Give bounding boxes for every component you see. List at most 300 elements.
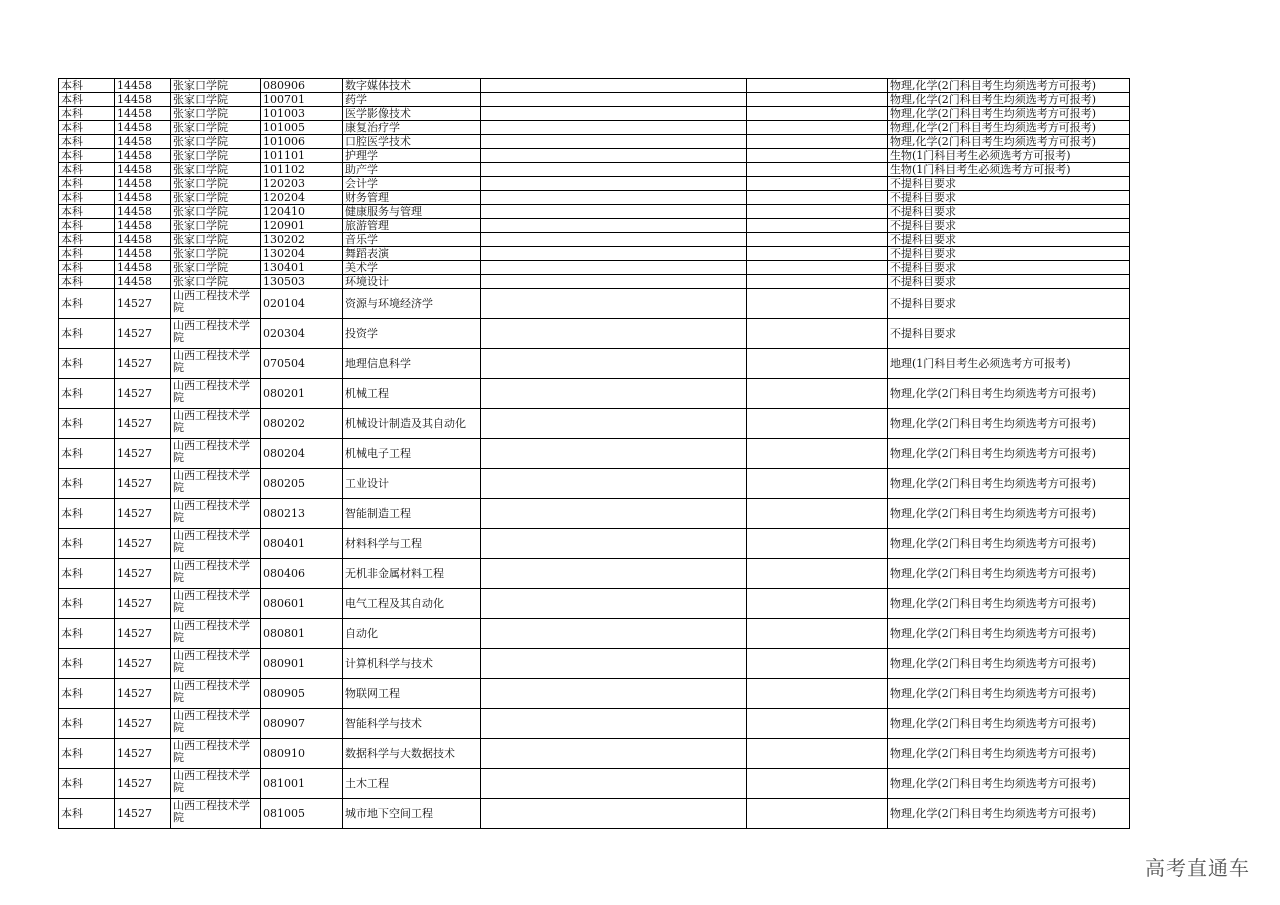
university-name-cell: 张家口学院 xyxy=(171,177,261,191)
level-cell: 本科 xyxy=(59,247,115,261)
major-name-cell: 康复治疗学 xyxy=(343,121,481,135)
table-row xyxy=(59,649,1130,679)
university-name-cell: 山西工程技术学院 xyxy=(171,589,261,619)
blank-cell xyxy=(747,769,888,799)
university-code-cell: 14527 xyxy=(115,589,171,619)
subject-requirement-cell: 不提科目要求 xyxy=(888,177,1130,191)
level-cell: 本科 xyxy=(59,191,115,205)
major-code-cell: 070504 xyxy=(261,349,343,379)
blank-cell xyxy=(747,589,888,619)
major-name-cell: 医学影像技术 xyxy=(343,107,481,121)
blank-cell xyxy=(747,499,888,529)
major-code-cell: 080204 xyxy=(261,439,343,469)
subject-requirement-cell: 物理,化学(2门科目考生均须选考方可报考) xyxy=(888,93,1130,107)
university-name-cell: 张家口学院 xyxy=(171,261,261,275)
subject-requirement-cell: 物理,化学(2门科目考生均须选考方可报考) xyxy=(888,649,1130,679)
major-code-cell: 101101 xyxy=(261,149,343,163)
table-row xyxy=(59,379,1130,409)
table-row xyxy=(59,121,1130,135)
major-code-cell: 101006 xyxy=(261,135,343,149)
subject-requirement-cell: 物理,化学(2门科目考生均须选考方可报考) xyxy=(888,409,1130,439)
university-code-cell: 14527 xyxy=(115,679,171,709)
table-row xyxy=(59,439,1130,469)
major-name-cell: 城市地下空间工程 xyxy=(343,799,481,829)
subject-requirement-cell: 物理,化学(2门科目考生均须选考方可报考) xyxy=(888,379,1130,409)
level-cell: 本科 xyxy=(59,107,115,121)
blank-cell xyxy=(747,107,888,121)
blank-cell xyxy=(481,261,747,275)
table-row xyxy=(59,177,1130,191)
major-name-cell: 工业设计 xyxy=(343,469,481,499)
major-code-cell: 080906 xyxy=(261,79,343,93)
university-code-cell: 14458 xyxy=(115,219,171,233)
major-code-cell: 130401 xyxy=(261,261,343,275)
table-row xyxy=(59,219,1130,233)
blank-cell xyxy=(481,439,747,469)
blank-cell xyxy=(481,107,747,121)
university-name-cell: 山西工程技术学院 xyxy=(171,739,261,769)
level-cell: 本科 xyxy=(59,261,115,275)
level-cell: 本科 xyxy=(59,529,115,559)
university-name-cell: 山西工程技术学院 xyxy=(171,799,261,829)
major-name-cell: 舞蹈表演 xyxy=(343,247,481,261)
subject-requirement-cell: 地理(1门科目考生必须选考方可报考) xyxy=(888,349,1130,379)
major-name-cell: 旅游管理 xyxy=(343,219,481,233)
major-code-cell: 080201 xyxy=(261,379,343,409)
level-cell: 本科 xyxy=(59,799,115,829)
subject-requirement-cell: 物理,化学(2门科目考生均须选考方可报考) xyxy=(888,769,1130,799)
university-code-cell: 14527 xyxy=(115,439,171,469)
blank-cell xyxy=(747,559,888,589)
major-name-cell: 智能制造工程 xyxy=(343,499,481,529)
university-code-cell: 14458 xyxy=(115,261,171,275)
subject-requirement-cell: 物理,化学(2门科目考生均须选考方可报考) xyxy=(888,121,1130,135)
level-cell: 本科 xyxy=(59,319,115,349)
major-code-cell: 101102 xyxy=(261,163,343,177)
table-row xyxy=(59,769,1130,799)
major-name-cell: 助产学 xyxy=(343,163,481,177)
university-name-cell: 张家口学院 xyxy=(171,247,261,261)
blank-cell xyxy=(481,649,747,679)
table-row xyxy=(59,589,1130,619)
subject-requirement-cell: 不提科目要求 xyxy=(888,247,1130,261)
blank-cell xyxy=(747,379,888,409)
major-name-cell: 环境设计 xyxy=(343,275,481,289)
level-cell: 本科 xyxy=(59,499,115,529)
university-code-cell: 14458 xyxy=(115,135,171,149)
major-code-cell: 080907 xyxy=(261,709,343,739)
table-row xyxy=(59,261,1130,275)
table-row xyxy=(59,191,1130,205)
university-name-cell: 张家口学院 xyxy=(171,163,261,177)
table-row xyxy=(59,163,1130,177)
major-code-cell: 101005 xyxy=(261,121,343,135)
university-name-cell: 张家口学院 xyxy=(171,219,261,233)
watermark-text: 高考直通车 xyxy=(1145,856,1250,880)
blank-cell xyxy=(481,739,747,769)
subject-requirement-cell: 物理,化学(2门科目考生均须选考方可报考) xyxy=(888,135,1130,149)
blank-cell xyxy=(747,619,888,649)
subject-requirement-cell: 物理,化学(2门科目考生均须选考方可报考) xyxy=(888,559,1130,589)
blank-cell xyxy=(481,769,747,799)
subject-requirement-cell: 物理,化学(2门科目考生均须选考方可报考) xyxy=(888,619,1130,649)
blank-cell xyxy=(481,219,747,233)
blank-cell xyxy=(747,529,888,559)
subject-requirement-cell: 物理,化学(2门科目考生均须选考方可报考) xyxy=(888,499,1130,529)
major-name-cell: 机械工程 xyxy=(343,379,481,409)
university-name-cell: 山西工程技术学院 xyxy=(171,679,261,709)
blank-cell xyxy=(481,135,747,149)
university-code-cell: 14458 xyxy=(115,163,171,177)
subject-requirement-cell: 不提科目要求 xyxy=(888,233,1130,247)
blank-cell xyxy=(481,121,747,135)
table-row xyxy=(59,529,1130,559)
university-code-cell: 14527 xyxy=(115,469,171,499)
university-code-cell: 14458 xyxy=(115,93,171,107)
subject-requirement-cell: 物理,化学(2门科目考生均须选考方可报考) xyxy=(888,589,1130,619)
university-code-cell: 14458 xyxy=(115,121,171,135)
university-code-cell: 14527 xyxy=(115,529,171,559)
university-code-cell: 14458 xyxy=(115,191,171,205)
level-cell: 本科 xyxy=(59,121,115,135)
major-code-cell: 120204 xyxy=(261,191,343,205)
blank-cell xyxy=(747,799,888,829)
blank-cell xyxy=(481,149,747,163)
table-row xyxy=(59,79,1130,93)
university-name-cell: 张家口学院 xyxy=(171,205,261,219)
table-row xyxy=(59,619,1130,649)
level-cell: 本科 xyxy=(59,379,115,409)
blank-cell xyxy=(747,409,888,439)
major-name-cell: 智能科学与技术 xyxy=(343,709,481,739)
subject-requirement-cell: 生物(1门科目考生必须选考方可报考) xyxy=(888,163,1130,177)
major-name-cell: 口腔医学技术 xyxy=(343,135,481,149)
major-code-cell: 081001 xyxy=(261,769,343,799)
blank-cell xyxy=(747,319,888,349)
university-name-cell: 张家口学院 xyxy=(171,79,261,93)
university-code-cell: 14527 xyxy=(115,739,171,769)
blank-cell xyxy=(747,247,888,261)
subject-requirement-cell: 不提科目要求 xyxy=(888,191,1130,205)
university-code-cell: 14527 xyxy=(115,619,171,649)
table-row xyxy=(59,679,1130,709)
university-code-cell: 14527 xyxy=(115,349,171,379)
blank-cell xyxy=(481,619,747,649)
table-row xyxy=(59,275,1130,289)
blank-cell xyxy=(481,529,747,559)
blank-cell xyxy=(747,163,888,177)
university-code-cell: 14458 xyxy=(115,107,171,121)
level-cell: 本科 xyxy=(59,439,115,469)
university-code-cell: 14458 xyxy=(115,149,171,163)
university-code-cell: 14458 xyxy=(115,275,171,289)
subject-requirement-cell: 不提科目要求 xyxy=(888,261,1130,275)
table-row xyxy=(59,469,1130,499)
university-name-cell: 山西工程技术学院 xyxy=(171,349,261,379)
blank-cell xyxy=(747,121,888,135)
major-name-cell: 资源与环境经济学 xyxy=(343,289,481,319)
university-code-cell: 14458 xyxy=(115,247,171,261)
table-row xyxy=(59,319,1130,349)
table-row xyxy=(59,289,1130,319)
level-cell: 本科 xyxy=(59,679,115,709)
major-code-cell: 020304 xyxy=(261,319,343,349)
blank-cell xyxy=(481,349,747,379)
major-code-cell: 080601 xyxy=(261,589,343,619)
blank-cell xyxy=(747,149,888,163)
blank-cell xyxy=(481,319,747,349)
major-code-cell: 080202 xyxy=(261,409,343,439)
blank-cell xyxy=(481,247,747,261)
level-cell: 本科 xyxy=(59,177,115,191)
university-name-cell: 山西工程技术学院 xyxy=(171,379,261,409)
university-name-cell: 张家口学院 xyxy=(171,135,261,149)
major-name-cell: 电气工程及其自动化 xyxy=(343,589,481,619)
subject-requirement-cell: 物理,化学(2门科目考生均须选考方可报考) xyxy=(888,107,1130,121)
table-row xyxy=(59,107,1130,121)
level-cell: 本科 xyxy=(59,709,115,739)
subject-requirement-cell: 物理,化学(2门科目考生均须选考方可报考) xyxy=(888,439,1130,469)
blank-cell xyxy=(747,275,888,289)
major-name-cell: 药学 xyxy=(343,93,481,107)
subject-requirement-cell: 生物(1门科目考生必须选考方可报考) xyxy=(888,149,1130,163)
major-code-cell: 080910 xyxy=(261,739,343,769)
table-row xyxy=(59,149,1130,163)
university-code-cell: 14527 xyxy=(115,769,171,799)
blank-cell xyxy=(481,589,747,619)
level-cell: 本科 xyxy=(59,769,115,799)
blank-cell xyxy=(747,469,888,499)
major-name-cell: 投资学 xyxy=(343,319,481,349)
major-code-cell: 120901 xyxy=(261,219,343,233)
university-name-cell: 山西工程技术学院 xyxy=(171,709,261,739)
level-cell: 本科 xyxy=(59,135,115,149)
university-name-cell: 山西工程技术学院 xyxy=(171,559,261,589)
table-row xyxy=(59,233,1130,247)
blank-cell xyxy=(481,275,747,289)
major-name-cell: 数据科学与大数据技术 xyxy=(343,739,481,769)
subject-requirement-cell: 物理,化学(2门科目考生均须选考方可报考) xyxy=(888,79,1130,93)
major-name-cell: 会计学 xyxy=(343,177,481,191)
blank-cell xyxy=(747,679,888,709)
university-code-cell: 14458 xyxy=(115,79,171,93)
blank-cell xyxy=(481,163,747,177)
level-cell: 本科 xyxy=(59,163,115,177)
table-row xyxy=(59,247,1130,261)
university-code-cell: 14527 xyxy=(115,499,171,529)
blank-cell xyxy=(481,177,747,191)
major-code-cell: 080905 xyxy=(261,679,343,709)
blank-cell xyxy=(481,499,747,529)
subject-requirement-cell: 不提科目要求 xyxy=(888,319,1130,349)
level-cell: 本科 xyxy=(59,205,115,219)
university-code-cell: 14527 xyxy=(115,289,171,319)
subject-requirement-cell: 物理,化学(2门科目考生均须选考方可报考) xyxy=(888,469,1130,499)
university-code-cell: 14527 xyxy=(115,649,171,679)
subject-requirement-cell: 不提科目要求 xyxy=(888,205,1130,219)
university-name-cell: 山西工程技术学院 xyxy=(171,289,261,319)
major-name-cell: 美术学 xyxy=(343,261,481,275)
table-body xyxy=(59,79,1130,829)
major-name-cell: 材料科学与工程 xyxy=(343,529,481,559)
university-name-cell: 张家口学院 xyxy=(171,93,261,107)
major-name-cell: 机械设计制造及其自动化 xyxy=(343,409,481,439)
blank-cell xyxy=(747,233,888,247)
university-name-cell: 山西工程技术学院 xyxy=(171,409,261,439)
university-code-cell: 14458 xyxy=(115,205,171,219)
table-row xyxy=(59,93,1130,107)
table-row xyxy=(59,739,1130,769)
major-code-cell: 120410 xyxy=(261,205,343,219)
university-code-cell: 14527 xyxy=(115,799,171,829)
table-row xyxy=(59,205,1130,219)
subject-requirements-table xyxy=(58,78,1130,829)
university-code-cell: 14527 xyxy=(115,319,171,349)
blank-cell xyxy=(747,439,888,469)
subject-requirement-cell: 不提科目要求 xyxy=(888,219,1130,233)
subject-requirement-cell: 物理,化学(2门科目考生均须选考方可报考) xyxy=(888,679,1130,709)
blank-cell xyxy=(747,93,888,107)
major-code-cell: 130204 xyxy=(261,247,343,261)
university-name-cell: 山西工程技术学院 xyxy=(171,769,261,799)
table-row xyxy=(59,409,1130,439)
major-code-cell: 130503 xyxy=(261,275,343,289)
level-cell: 本科 xyxy=(59,219,115,233)
university-name-cell: 张家口学院 xyxy=(171,275,261,289)
blank-cell xyxy=(481,799,747,829)
subject-requirement-cell: 不提科目要求 xyxy=(888,289,1130,319)
university-name-cell: 山西工程技术学院 xyxy=(171,649,261,679)
university-code-cell: 14527 xyxy=(115,409,171,439)
university-name-cell: 张家口学院 xyxy=(171,191,261,205)
major-code-cell: 080406 xyxy=(261,559,343,589)
major-name-cell: 数字媒体技术 xyxy=(343,79,481,93)
major-name-cell: 计算机科学与技术 xyxy=(343,649,481,679)
subject-requirement-cell: 物理,化学(2门科目考生均须选考方可报考) xyxy=(888,739,1130,769)
table-row xyxy=(59,709,1130,739)
level-cell: 本科 xyxy=(59,619,115,649)
major-name-cell: 土木工程 xyxy=(343,769,481,799)
university-name-cell: 山西工程技术学院 xyxy=(171,469,261,499)
blank-cell xyxy=(481,93,747,107)
major-code-cell: 080801 xyxy=(261,619,343,649)
table-row xyxy=(59,499,1130,529)
major-code-cell: 080213 xyxy=(261,499,343,529)
blank-cell xyxy=(481,409,747,439)
university-code-cell: 14458 xyxy=(115,177,171,191)
blank-cell xyxy=(481,205,747,219)
university-code-cell: 14458 xyxy=(115,233,171,247)
blank-cell xyxy=(747,349,888,379)
subject-requirement-cell: 物理,化学(2门科目考生均须选考方可报考) xyxy=(888,799,1130,829)
blank-cell xyxy=(481,379,747,409)
level-cell: 本科 xyxy=(59,289,115,319)
major-code-cell: 101003 xyxy=(261,107,343,121)
university-name-cell: 张家口学院 xyxy=(171,149,261,163)
university-name-cell: 山西工程技术学院 xyxy=(171,619,261,649)
blank-cell xyxy=(481,79,747,93)
blank-cell xyxy=(747,261,888,275)
major-code-cell: 081005 xyxy=(261,799,343,829)
major-code-cell: 080401 xyxy=(261,529,343,559)
level-cell: 本科 xyxy=(59,589,115,619)
level-cell: 本科 xyxy=(59,79,115,93)
university-name-cell: 张家口学院 xyxy=(171,121,261,135)
university-name-cell: 山西工程技术学院 xyxy=(171,319,261,349)
level-cell: 本科 xyxy=(59,149,115,163)
major-name-cell: 机械电子工程 xyxy=(343,439,481,469)
major-name-cell: 音乐学 xyxy=(343,233,481,247)
blank-cell xyxy=(747,649,888,679)
blank-cell xyxy=(481,191,747,205)
blank-cell xyxy=(481,289,747,319)
table-row xyxy=(59,135,1130,149)
level-cell: 本科 xyxy=(59,469,115,499)
subject-requirement-cell: 物理,化学(2门科目考生均须选考方可报考) xyxy=(888,529,1130,559)
level-cell: 本科 xyxy=(59,93,115,107)
blank-cell xyxy=(747,289,888,319)
major-name-cell: 地理信息科学 xyxy=(343,349,481,379)
university-code-cell: 14527 xyxy=(115,379,171,409)
blank-cell xyxy=(747,739,888,769)
major-code-cell: 080901 xyxy=(261,649,343,679)
blank-cell xyxy=(481,559,747,589)
blank-cell xyxy=(481,469,747,499)
table-row xyxy=(59,559,1130,589)
major-code-cell: 130202 xyxy=(261,233,343,247)
level-cell: 本科 xyxy=(59,233,115,247)
major-code-cell: 120203 xyxy=(261,177,343,191)
university-name-cell: 张家口学院 xyxy=(171,107,261,121)
university-name-cell: 山西工程技术学院 xyxy=(171,529,261,559)
major-name-cell: 健康服务与管理 xyxy=(343,205,481,219)
major-code-cell: 020104 xyxy=(261,289,343,319)
blank-cell xyxy=(747,79,888,93)
level-cell: 本科 xyxy=(59,559,115,589)
blank-cell xyxy=(747,135,888,149)
blank-cell xyxy=(747,177,888,191)
university-name-cell: 山西工程技术学院 xyxy=(171,499,261,529)
blank-cell xyxy=(747,219,888,233)
subject-requirement-cell: 不提科目要求 xyxy=(888,275,1130,289)
university-code-cell: 14527 xyxy=(115,709,171,739)
major-code-cell: 100701 xyxy=(261,93,343,107)
major-name-cell: 物联网工程 xyxy=(343,679,481,709)
blank-cell xyxy=(747,205,888,219)
major-code-cell: 080205 xyxy=(261,469,343,499)
level-cell: 本科 xyxy=(59,275,115,289)
blank-cell xyxy=(481,709,747,739)
level-cell: 本科 xyxy=(59,739,115,769)
level-cell: 本科 xyxy=(59,649,115,679)
blank-cell xyxy=(747,191,888,205)
major-name-cell: 财务管理 xyxy=(343,191,481,205)
blank-cell xyxy=(481,679,747,709)
level-cell: 本科 xyxy=(59,349,115,379)
university-name-cell: 山西工程技术学院 xyxy=(171,439,261,469)
blank-cell xyxy=(747,709,888,739)
major-name-cell: 护理学 xyxy=(343,149,481,163)
subject-requirement-cell: 物理,化学(2门科目考生均须选考方可报考) xyxy=(888,709,1130,739)
major-name-cell: 无机非金属材料工程 xyxy=(343,559,481,589)
major-name-cell: 自动化 xyxy=(343,619,481,649)
blank-cell xyxy=(481,233,747,247)
table-row xyxy=(59,799,1130,829)
table-row xyxy=(59,349,1130,379)
university-name-cell: 张家口学院 xyxy=(171,233,261,247)
level-cell: 本科 xyxy=(59,409,115,439)
university-code-cell: 14527 xyxy=(115,559,171,589)
